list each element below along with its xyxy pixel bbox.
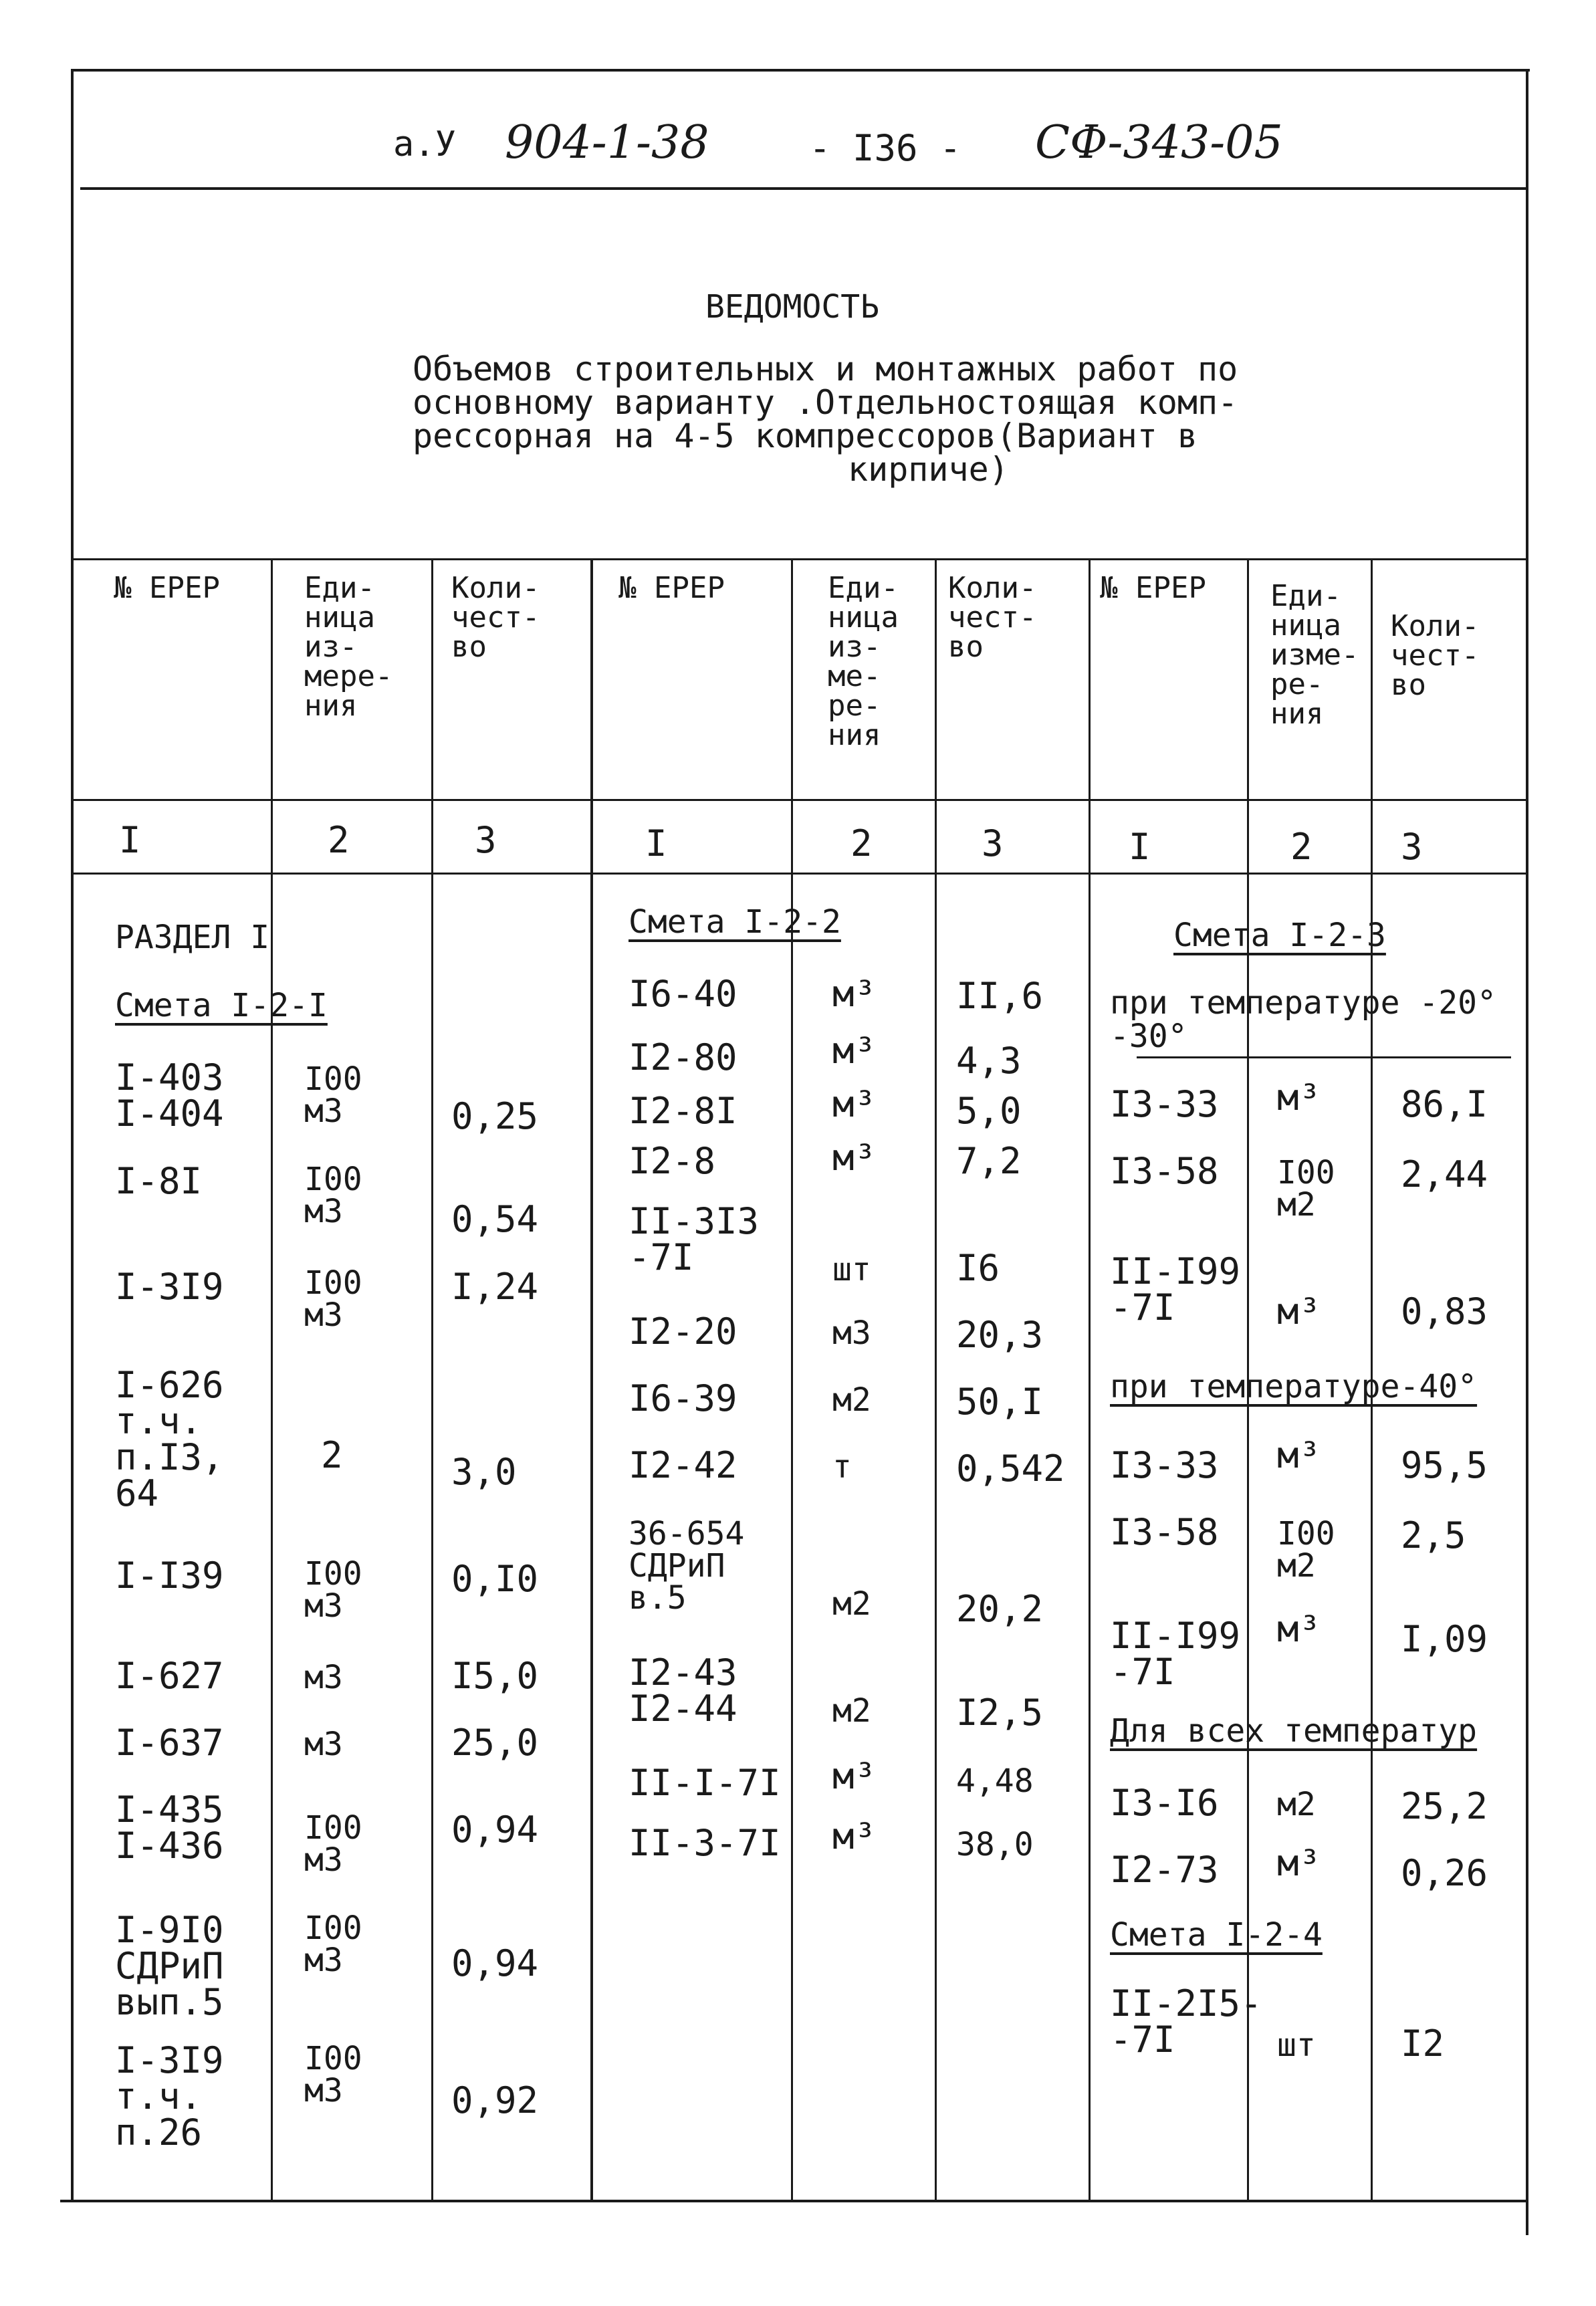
row-code: I-8I [115,1160,203,1202]
row-qty: 0,I0 [451,1558,539,1600]
col-header-code: № ЕРЕР [114,571,220,605]
row-code: I-435 I-436 [115,1789,224,1867]
row-qty: 3,0 [451,1451,517,1493]
frame-bottom [60,2200,1528,2202]
col-header-qty: Коли- чест- во [1391,609,1480,702]
estimate-title: Смета I-2-2 [629,903,841,941]
header-bottom-rule [72,799,1528,801]
row-qty: I,24 [451,1266,539,1308]
doc-prefix: а.У [393,124,456,164]
row-qty: 2,44 [1401,1153,1488,1195]
row-unit: м2 [1277,1786,1316,1823]
row-unit: м³ [1277,1290,1321,1333]
row-unit: м³ [1277,1076,1321,1119]
row-unit: м³ [1277,1434,1321,1476]
row-code: I2-8I [629,1090,737,1132]
sheet-code: СФ-343-05 [1035,116,1283,169]
col-header-unit: Еди- ница из- ме- ре- ния [828,571,899,752]
title-line-2: основному варианту .Отдельностоящая комп- [413,383,1238,422]
row-unit: м³ [832,1030,877,1072]
number-row-rule [72,873,1528,875]
row-code: I6-40 [629,973,737,1015]
row-unit: I00 м3 [304,2040,362,2109]
col-header-unit: Еди- ница изме- ре- ния [1270,579,1359,731]
row-code: II-2I5- -7I [1110,1982,1262,2061]
row-unit: I00 м3 [304,1161,362,1230]
col-divider [791,558,793,2200]
row-unit: м³ [832,1815,877,1857]
row-code: I3-58 [1110,1150,1219,1192]
row-unit: м2 [832,1381,871,1419]
section-title: РАЗДЕЛ I [115,919,270,956]
row-unit: м3 [832,1314,871,1352]
col-header-qty: Коли- чест- во [451,571,540,664]
row-qty: 95,5 [1401,1444,1488,1486]
frame-left [71,69,74,2202]
row-code: I2-8 [629,1140,716,1182]
row-qty: 7,2 [956,1140,1022,1182]
col-number: 3 [982,822,1004,864]
row-unit: м³ [832,973,877,1015]
row-unit: м3 [304,1726,343,1763]
col-number: 3 [475,819,497,861]
header-rule [80,187,1528,190]
row-code: II-I99 -7I [1110,1250,1241,1329]
row-code: I3-33 [1110,1444,1219,1486]
row-unit: 2 [321,1434,343,1476]
row-qty: 25,2 [1401,1785,1488,1827]
row-unit: м2 [832,1585,871,1623]
row-code: I-637 [115,1722,224,1764]
title-line-1: Объемов строительных и монтажных работ по [413,350,1238,388]
row-unit: т [832,1448,852,1486]
col-header-unit: Еди- ница из- мере- ния [304,571,393,723]
row-unit: I00 м2 [1277,1154,1335,1224]
row-qty: 86,I [1401,1083,1488,1125]
row-unit: м³ [1277,1842,1321,1884]
temperature-rule [1137,1056,1511,1058]
row-code: I-3I9 т.ч. п.26 [115,2039,224,2154]
row-code: I2-42 [629,1444,737,1486]
row-code: I-I39 [115,1554,224,1597]
row-code: I3-33 [1110,1083,1219,1125]
row-code: I-626 т.ч. п.I3, 64 [115,1364,224,1514]
col-divider [431,558,433,2200]
col-divider [1089,558,1091,2200]
row-code: I-403 I-404 [115,1056,224,1135]
row-qty: 5,0 [956,1090,1022,1132]
col-header-code: № ЕРЕР [1100,571,1206,605]
row-code: I3-58 [1110,1511,1219,1553]
row-qty: 4,3 [956,1040,1022,1082]
row-qty: 4,48 [956,1762,1034,1800]
estimate-title: Смета I-2-4 [1110,1916,1323,1954]
row-unit: шт [832,1251,871,1288]
col-divider [271,558,273,2200]
page-number: - I36 - [809,127,961,169]
row-code: I2-80 [629,1036,737,1078]
row-qty: 0,94 [451,1942,539,1984]
row-unit: I00 м2 [1277,1515,1335,1585]
row-code: I3-I6 [1110,1782,1219,1824]
col-header-code: № ЕРЕР [618,571,725,605]
row-code: II-3I3 -7I [629,1200,760,1278]
row-code: I-3I9 [115,1266,224,1308]
row-unit: м3 [304,1659,343,1696]
row-qty: II,6 [956,975,1044,1017]
row-qty: 0,83 [1401,1290,1488,1333]
row-code: I6-39 [629,1377,737,1419]
col-divider [935,558,937,2200]
estimate-title: Смета I-2-I [115,987,328,1024]
row-unit: I00 м3 [304,1809,362,1879]
table-top-rule [72,558,1528,560]
estimate-title: Смета I-2-3 [1173,917,1386,954]
row-unit: I00 м3 [304,1060,362,1130]
row-qty: 20,3 [956,1314,1044,1356]
row-qty: I5,0 [451,1655,539,1697]
title-line-3: рессорная на 4-5 компрессоров(Вариант в [413,417,1198,455]
doc-heading: ВЕДОМОСТЬ [705,288,880,326]
row-qty: 0,25 [451,1095,539,1137]
row-code: I2-73 [1110,1849,1219,1891]
col-divider [590,558,593,2200]
row-unit: м2 [832,1692,871,1730]
row-unit: I00 м3 [304,1264,362,1334]
row-unit: м³ [832,1755,877,1797]
row-qty: I6 [956,1247,1000,1289]
row-qty: 38,0 [956,1826,1034,1863]
row-unit: I00 м3 [304,1910,362,1979]
row-unit: шт [1277,2027,1316,2064]
col-number: 2 [850,822,873,864]
row-code: II-3-7I [629,1822,781,1864]
col-header-qty: Коли- чест- во [948,571,1037,664]
row-code: II-I-7I [629,1762,781,1804]
col-number: 2 [1290,826,1313,868]
title-line-4: кирпиче) [848,450,1009,489]
row-qty: I,09 [1401,1618,1488,1660]
col-number: I [1129,826,1151,868]
frame-top [72,69,1530,72]
row-unit: м³ [832,1083,877,1125]
row-unit: I00 м3 [304,1555,362,1625]
row-code: I-9I0 СДРиП вып.5 [115,1909,224,2023]
frame-right [1526,69,1528,2235]
row-qty: 20,2 [956,1588,1044,1630]
row-qty: 50,I [956,1381,1044,1423]
col-number: 3 [1401,826,1423,868]
row-qty: 0,92 [451,2079,539,2121]
row-qty: 0,542 [956,1448,1065,1490]
row-code: I2-43 I2-44 [629,1651,737,1730]
row-unit: м³ [1277,1608,1321,1650]
row-code: II-I99 -7I [1110,1615,1241,1693]
row-qty: 2,5 [1401,1514,1466,1556]
row-unit: м³ [832,1137,877,1179]
temperature-label: Для всех температур [1110,1712,1478,1750]
doc-code: 904-1-38 [505,116,709,169]
col-number: I [119,819,141,861]
row-code: I2-20 [629,1310,737,1353]
row-qty: 25,0 [451,1722,539,1764]
row-qty: I2 [1401,2023,1445,2065]
row-qty: 0,26 [1401,1852,1488,1894]
row-code: 36-654 СДРиП в.5 [629,1515,745,1617]
row-code: I-627 [115,1655,224,1697]
temperature-label: при температуре -20° -30° [1110,984,1496,1056]
col-number: I [645,822,667,864]
col-number: 2 [328,819,350,861]
row-qty: I2,5 [956,1692,1044,1734]
temperature-label: при температуре-40° [1110,1368,1478,1405]
row-qty: 0,54 [451,1198,539,1240]
row-qty: 0,94 [451,1809,539,1851]
